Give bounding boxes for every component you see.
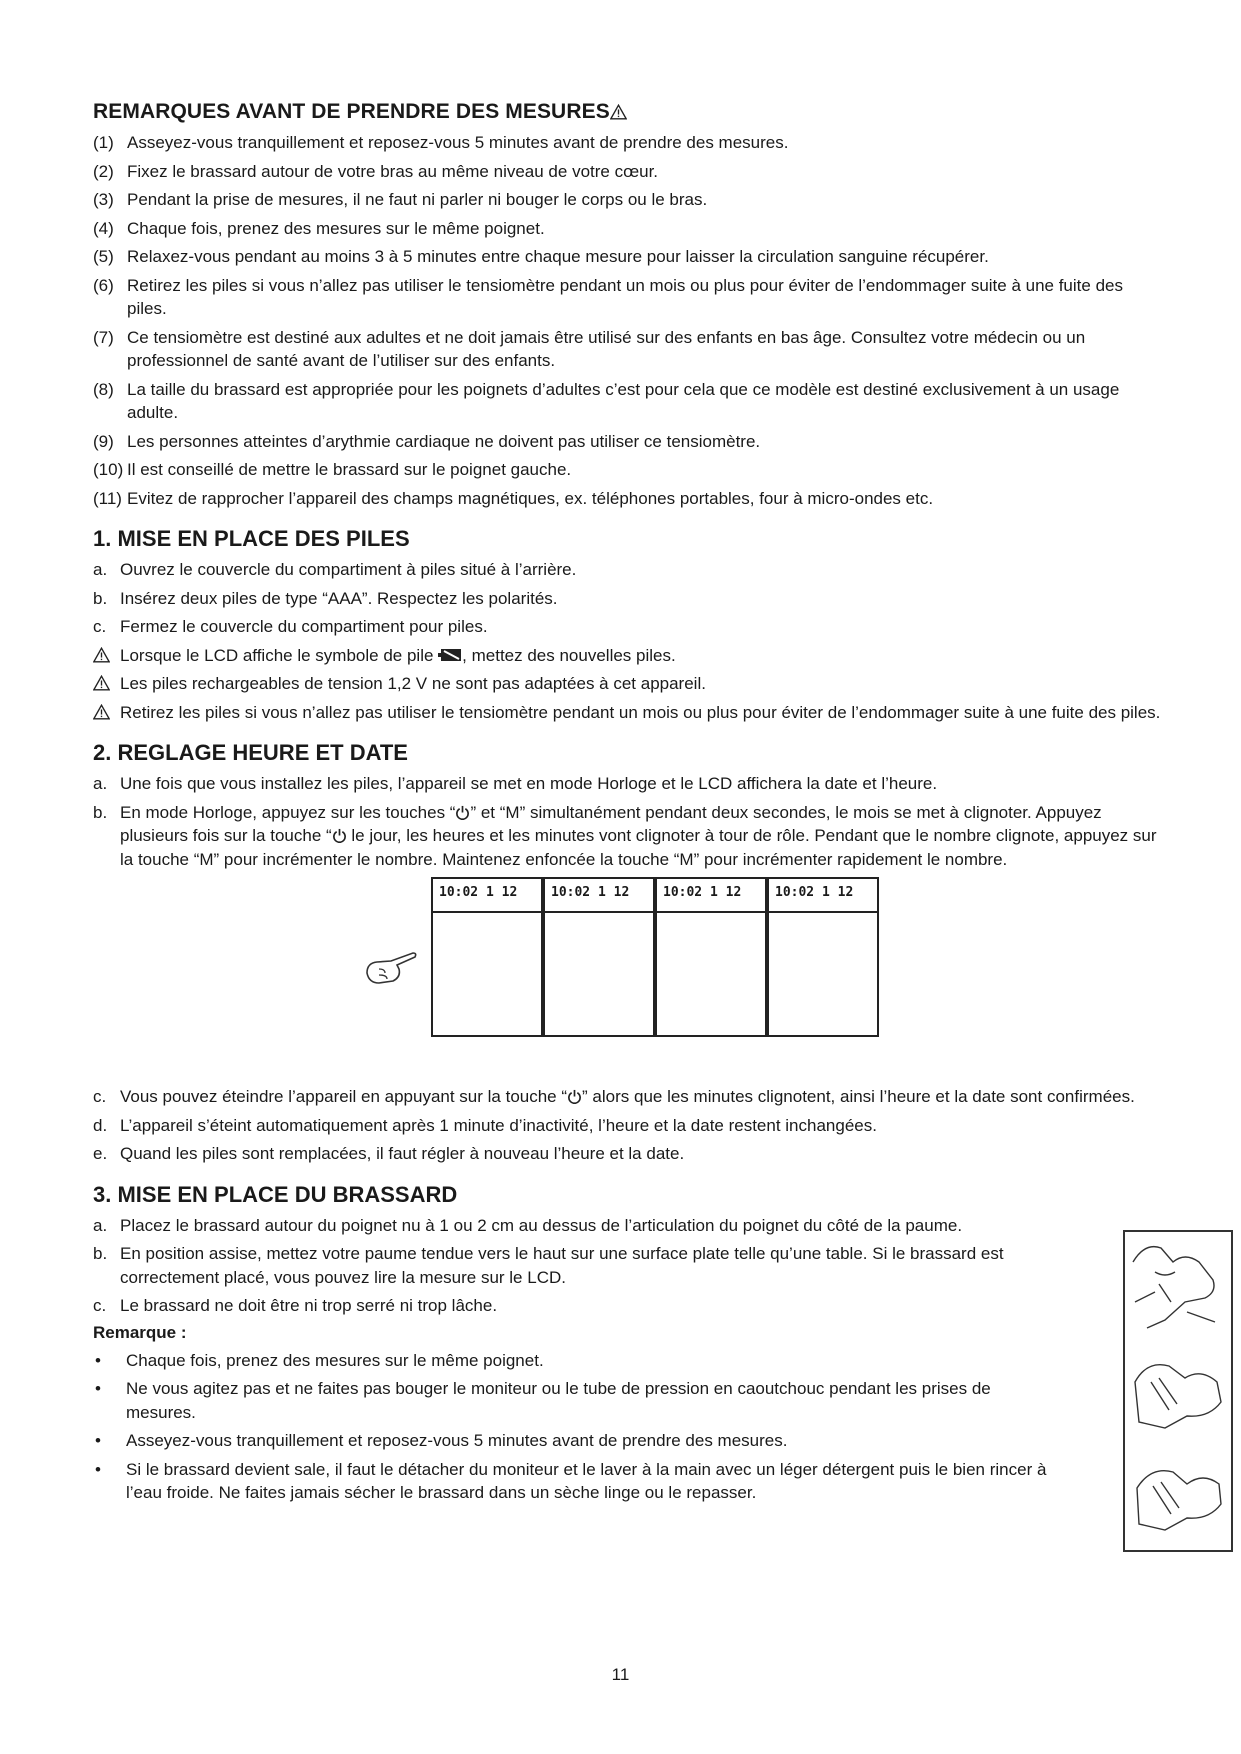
- wrist-placement-drawing: [1125, 1232, 1231, 1550]
- lcd-panel: 10:02 1 12: [767, 877, 879, 1037]
- section1-title: 1. MISE EN PLACE DES PILES: [93, 526, 410, 551]
- list-item: [93, 188, 1163, 212]
- item-text: Fermez le couvercle du compartiment pour piles.: [120, 617, 488, 636]
- item-text: Asseyez-vous tranquillement et reposez-vous 5 minutes avant de prendre des mesures.: [126, 1431, 788, 1450]
- item-text: Insérez deux piles de type “AAA”. Respectez les polarités.: [120, 588, 558, 608]
- item-label: (7): [93, 327, 114, 347]
- item-text: Chaque fois, prenez des mesures sur le même poignet.: [126, 1350, 544, 1370]
- item-label: (4): [93, 218, 114, 238]
- item-text: Ne vous agitez pas et ne faites pas bouger le moniteur ou le tube de pression en caoutchouc pendant les prises de mesures.: [126, 1379, 991, 1422]
- list-item: d. L’appareil s’éteint automatiquement après 1 minute d’inactivité, l’heure et la date restent inchangées.: [93, 1115, 877, 1135]
- item-label: a.: [93, 1215, 108, 1235]
- list-item: [93, 1458, 1163, 1505]
- list-item: c. Vous pouvez éteindre l’appareil en appuyant sur la touche “ ” alors que les minutes clignotent, ainsi l’heure et la date sont confirmées.: [93, 1087, 1135, 1106]
- item-text: Ce tensiomètre est destiné aux adultes et ne doit jamais être utilisé sur des enfants en bas âge. Consultez votre médecin ou un professionnel de santé avant de l’utiliser sur des enfants.: [127, 327, 1086, 370]
- warning-triangle-icon: [93, 647, 110, 663]
- item-label: (10): [93, 460, 124, 479]
- item-text: Il est conseillé de mettre le brassard sur le poignet gauche.: [127, 460, 572, 479]
- item-text: Placez le brassard autour du poignet nu à 1 ou 2 cm au dessus de l’articulation du poignet du côté de la paume.: [120, 1215, 963, 1235]
- item-text: Les personnes atteintes d’arythmie cardiaque ne doivent pas utiliser ce tensiomètre.: [127, 431, 761, 451]
- page-number: 11: [611, 1665, 630, 1684]
- item-label: (11): [93, 488, 122, 508]
- list-item: [93, 131, 1163, 155]
- warning-item: Retirez les piles si vous n’allez pas utiliser le tensiomètre pendant un mois ou plus pour éviter de l’endommager suite à une fuite des piles.: [93, 701, 1163, 725]
- item-label: •: [95, 1379, 101, 1398]
- remarques-title: REMARQUES AVANT DE PRENDRE DES MESURES: [93, 100, 1163, 124]
- item-label: (2): [93, 161, 114, 181]
- item-text: Ouvrez le couvercle du compartiment à piles situé à l’arrière.: [120, 560, 577, 579]
- item-text: Chaque fois, prenez des mesures sur le même poignet.: [127, 218, 545, 238]
- list-item: [93, 1214, 1163, 1238]
- item-label: (6): [93, 275, 114, 295]
- warning-triangle-icon: [93, 675, 110, 691]
- list-item: [93, 587, 1163, 611]
- item-label: •: [95, 1431, 101, 1450]
- item-label: (3): [93, 190, 114, 209]
- item-label: (9): [93, 431, 114, 451]
- remarques-list: [93, 131, 1163, 510]
- list-item: [93, 245, 1163, 269]
- item-label: •: [95, 1459, 101, 1479]
- item-label: a.: [93, 560, 108, 579]
- warning-triangle-icon: [610, 104, 627, 120]
- list-item: [93, 1349, 1163, 1373]
- item-label: •: [95, 1350, 101, 1370]
- list-item: [93, 274, 1163, 321]
- section2-title: 2. REGLAGE HEURE ET DATE: [93, 740, 408, 765]
- list-item: [93, 1242, 1163, 1289]
- low-battery-icon: [438, 648, 462, 662]
- item-label: b.: [93, 1244, 108, 1263]
- item-label: c.: [93, 617, 107, 636]
- item-label: (8): [93, 379, 114, 399]
- item-text: La taille du brassard est appropriée pour les poignets d’adultes c’est pour cela que ce modèle est destiné exclusivement à un usage adulte.: [127, 379, 1120, 422]
- remarque-heading: Remarque :: [93, 1322, 187, 1342]
- list-item: b. En mode Horloge, appuyez sur les touches “ ” et “M” simultanément pendant deux secondes, le mois se met à clignoter. Appuyez plusieurs fois sur la touche “ le jour, les heures et les minutes vont clignoter à tour de rôle. Pendant que le nombre clignote, appuyez sur la touche “M” pour incrémenter le nombre. Maintenez enfoncée la touche “M” pour incrémenter rapidement le nombre.: [93, 802, 1157, 869]
- item-text: Le brassard ne doit être ni trop serré ni trop lâche.: [120, 1296, 498, 1315]
- list-item: [93, 160, 1163, 184]
- item-text: En position assise, mettez votre paume tendue vers le haut sur une surface plate telle qu’une table. Si le brassard est correctement placé, vous pouvez lire la mesure sur le LCD.: [120, 1244, 1004, 1287]
- item-text: Relaxez-vous pendant au moins 3 à 5 minutes entre chaque mesure pour laisser la circulation sanguine récupérer.: [127, 247, 989, 266]
- warning-triangle-icon: [93, 704, 110, 720]
- warning-item: Lorsque le LCD affiche le symbole de pile , mettez des nouvelles piles.: [93, 644, 1163, 668]
- lcd-panel: 10:02 1 12: [431, 877, 543, 1037]
- item-text: Fixez le brassard autour de votre bras au même niveau de votre cœur.: [127, 161, 659, 181]
- list-item: [93, 1429, 1163, 1453]
- power-icon: [567, 1089, 582, 1104]
- item-text: Pendant la prise de mesures, il ne faut ni parler ni bouger le corps ou le bras.: [127, 190, 708, 209]
- section3-list: [93, 1214, 1163, 1318]
- list-item: [93, 430, 1163, 454]
- power-icon: [455, 805, 470, 820]
- list-item: [93, 558, 1163, 582]
- item-label: b.: [93, 588, 108, 608]
- list-item: [93, 615, 1163, 639]
- lcd-illustration: [93, 877, 1163, 1075]
- lcd-panel: 10:02 1 12: [543, 877, 655, 1037]
- list-item: e. Quand les piles sont remplacées, il faut régler à nouveau l’heure et la date.: [93, 1144, 685, 1163]
- list-item: [93, 1294, 1163, 1318]
- list-item: [93, 458, 1163, 482]
- list-item: [93, 487, 1163, 511]
- item-text: Evitez de rapprocher l’appareil des champs magnétiques, ex. téléphones portables, four à micro-ondes etc.: [127, 488, 934, 508]
- item-label: c.: [93, 1296, 107, 1315]
- section3: [93, 1182, 1163, 1505]
- list-item: [93, 1377, 1163, 1424]
- item-text: Asseyez-vous tranquillement et reposez-vous 5 minutes avant de prendre des mesures.: [127, 133, 789, 152]
- pointing-hand-icon: [363, 949, 419, 989]
- item-text: Si le brassard devient sale, il faut le détacher du moniteur et le laver à la main avec un léger détergent puis le bien rincer à l’eau froide. Ne faites jamais sécher le brassard dans un sèche linge ou le repasser.: [126, 1459, 1047, 1502]
- list-item: [93, 217, 1163, 241]
- lcd-panel: 10:02 1 12: [655, 877, 767, 1037]
- list-item: a. Une fois que vous installez les piles, l’appareil se met en mode Horloge et le LCD affichera la date et l’heure.: [93, 774, 938, 793]
- item-label: (5): [93, 247, 114, 266]
- item-text: Retirez les piles si vous n’allez pas utiliser le tensiomètre pendant un mois ou plus pour éviter de l’endommager suite à une fuite des piles.: [127, 275, 1123, 318]
- list-item: [93, 326, 1163, 373]
- item-label: (1): [93, 133, 114, 152]
- wrist-cuff-illustration: [1123, 1230, 1233, 1552]
- section3-title: 3. MISE EN PLACE DU BRASSARD: [93, 1181, 458, 1207]
- remarque-bullets: [93, 1349, 1163, 1505]
- warning-item: Les piles rechargeables de tension 1,2 V ne sont pas adaptées à cet appareil.: [93, 672, 1163, 696]
- power-icon: [332, 828, 347, 843]
- document-page: [93, 100, 1163, 1510]
- section1-list: [93, 558, 1163, 639]
- list-item: [93, 378, 1163, 425]
